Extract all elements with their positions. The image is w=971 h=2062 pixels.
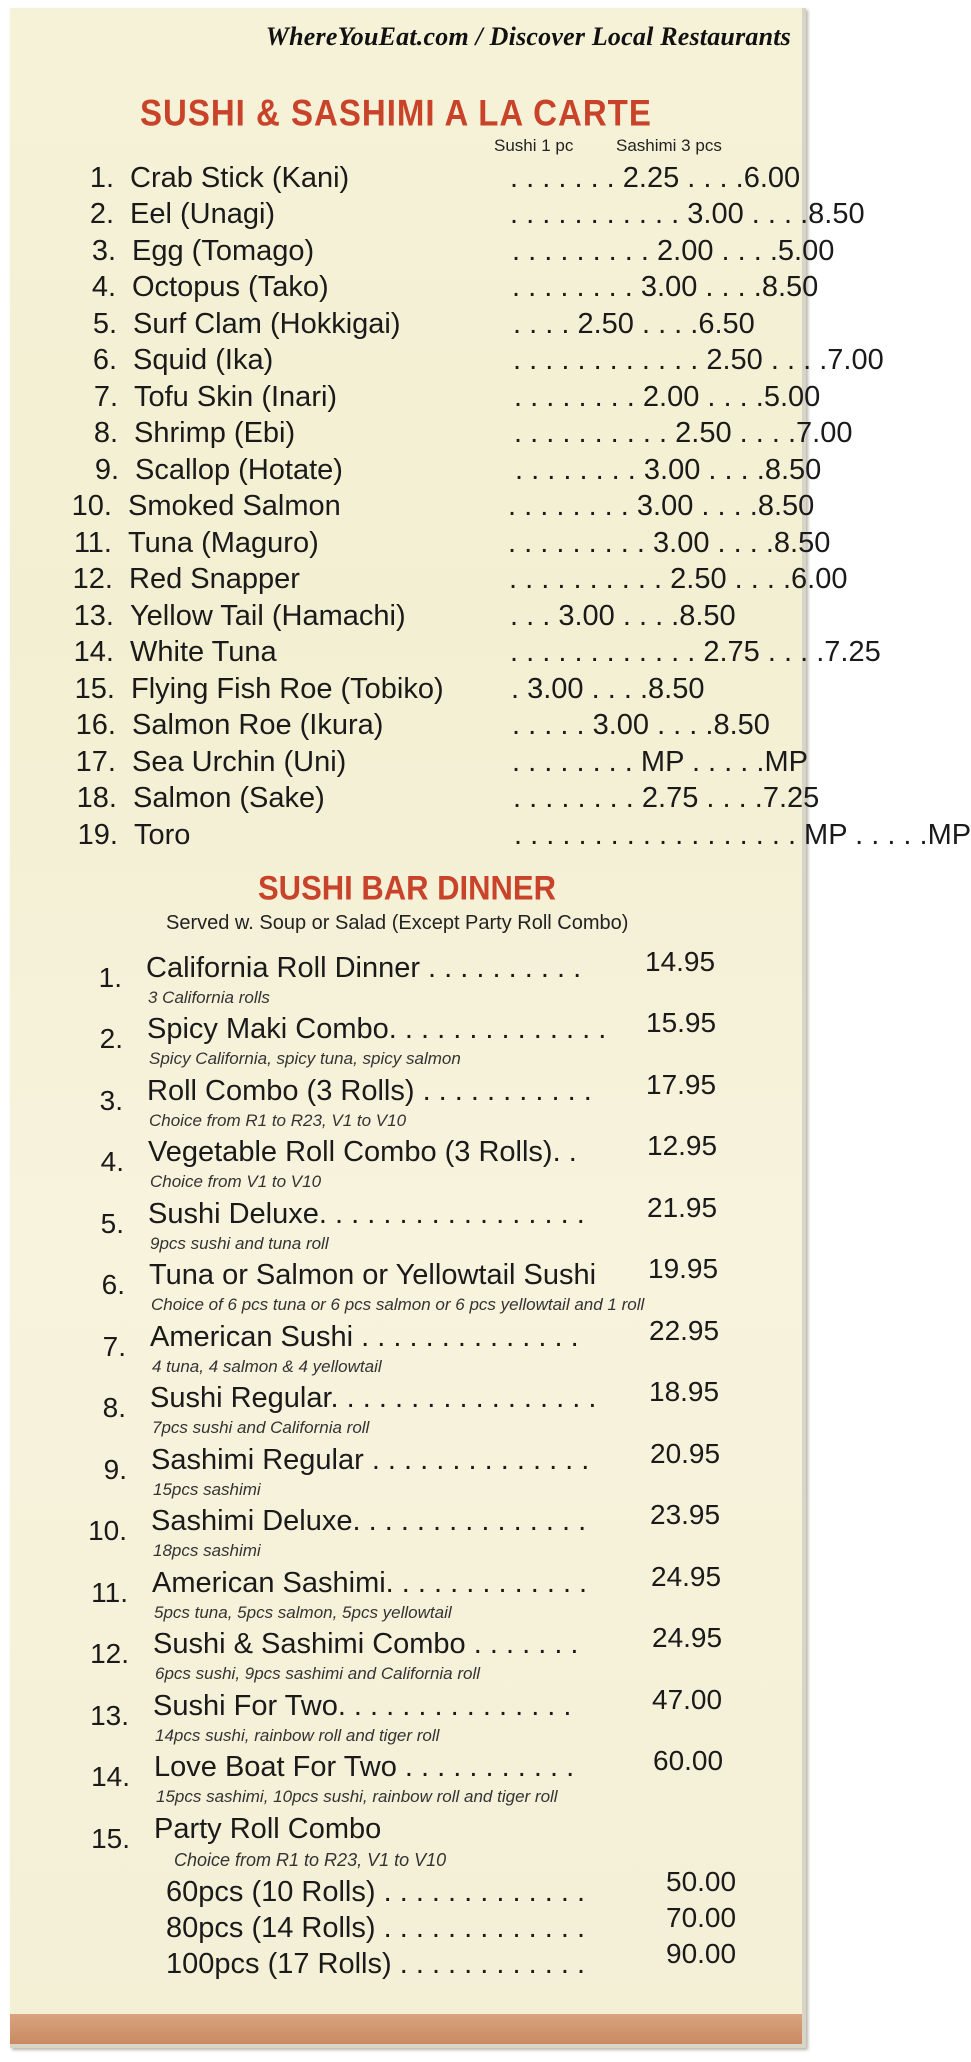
item-number: 11. — [73, 527, 112, 559]
item-number: 4. — [91, 271, 116, 303]
item-description: 15pcs sashimi, 10pcs sushi, rainbow roll and tiger roll — [156, 1787, 558, 1806]
item-price: 22.95 — [649, 1315, 720, 1346]
item-number: 18. — [76, 782, 117, 814]
party-option-price: 70.00 — [666, 1902, 737, 1933]
item-name: Squid (Ika) — [133, 344, 274, 376]
item-number: 12. — [72, 563, 113, 595]
item-number: 15. — [74, 673, 115, 705]
item-name: Tuna (Maguro) — [128, 527, 319, 559]
item-description: 4 tuna, 4 salmon & 4 yellowtail — [152, 1357, 382, 1376]
item-name: Sushi & Sashimi Combo . . . . . . . — [153, 1628, 579, 1660]
item-name: Octopus (Tako) — [132, 271, 329, 303]
item-number: 6. — [101, 1269, 125, 1300]
item-prices: . . . . . . . . 3.00 . . . .8.50 — [508, 490, 815, 522]
item-number: 5. — [92, 308, 117, 340]
item-prices: . . . . 2.50 . . . .6.50 — [513, 308, 755, 340]
item-name: Flying Fish Roe (Tobiko) — [131, 673, 444, 705]
a-la-carte-item — [61, 563, 848, 599]
dinner-item — [77, 1684, 757, 1748]
item-prices: . . . . . . . . . 3.00 . . . .8.50 — [508, 527, 831, 559]
site-header: WhereYouEat.com / Discover Local Restaurants — [265, 22, 791, 51]
dinner-item — [75, 1438, 755, 1502]
item-description: 15pcs sashimi — [153, 1480, 261, 1499]
item-name: White Tuna — [130, 636, 277, 668]
item-price: 17.95 — [646, 1069, 717, 1100]
party-option — [166, 1938, 756, 1984]
item-name: Sashimi Deluxe. . . . . . . . . . . . . . . — [151, 1505, 587, 1537]
item-prices: . . . . . . . . 2.75 . . . .7.25 — [513, 782, 820, 814]
item-name: Love Boat For Two . . . . . . . . . . . — [154, 1751, 575, 1783]
party-option-price: 90.00 — [666, 1938, 737, 1969]
party-option-name: 80pcs (14 Rolls) . . . . . . . . . . . . . — [166, 1912, 586, 1944]
item-prices: . . . . . . . . . . . . . . . . . . MP . . . . .MP — [514, 819, 971, 851]
dinner-item — [70, 946, 750, 1010]
item-name: Tofu Skin (Inari) — [134, 381, 338, 413]
item-number: 3. — [99, 1085, 123, 1116]
item-name: California Roll Dinner . . . . . . . . . . — [146, 952, 582, 984]
item-name: Yellow Tail (Hamachi) — [130, 600, 406, 632]
item-description: Choice of 6 pcs tuna or 6 pcs salmon or 6 pcs yellowtail and 1 roll — [151, 1295, 645, 1314]
item-prices: . . . . . . . 2.25 . . . .6.00 — [510, 162, 801, 194]
party-option-name: 60pcs (10 Rolls) . . . . . . . . . . . . . — [166, 1876, 586, 1908]
party-combo-description: Choice from R1 to R23, V1 to V10 — [174, 1850, 447, 1870]
a-la-carte-item — [66, 819, 971, 855]
a-la-carte-item — [66, 417, 853, 453]
item-name: Eel (Unagi) — [130, 198, 276, 230]
item-name: Sea Urchin (Uni) — [132, 746, 347, 778]
item-number: 5. — [100, 1208, 124, 1239]
item-description: 7pcs sushi and California roll — [152, 1418, 370, 1437]
item-price: 12.95 — [647, 1130, 718, 1161]
item-name: Egg (Tomago) — [132, 235, 315, 267]
item-description: 9pcs sushi and tuna roll — [150, 1234, 329, 1253]
item-price: 24.95 — [652, 1622, 723, 1653]
item-number: 9. — [94, 454, 119, 486]
item-number: 16. — [75, 709, 116, 741]
a-la-carte-item — [60, 490, 815, 526]
item-name: Vegetable Roll Combo (3 Rolls). . — [148, 1136, 577, 1168]
item-price: 24.95 — [651, 1561, 722, 1592]
item-prices: . . . . . . . . . . . . 2.50 . . . .7.00 — [513, 344, 884, 376]
item-price: 21.95 — [647, 1192, 718, 1223]
item-prices: . . . . . . . . . . . 3.00 . . . .8.50 — [510, 198, 865, 230]
item-name: Toro — [134, 819, 191, 851]
item-prices: . . . . . . . . . . . . 2.75 . . . .7.25 — [510, 636, 881, 668]
item-number: 8. — [93, 417, 118, 449]
item-name: Sashimi Regular . . . . . . . . . . . . . . — [151, 1444, 590, 1476]
item-name: Crab Stick (Kani) — [130, 162, 350, 194]
item-name: American Sashimi. . . . . . . . . . . . . — [152, 1567, 588, 1599]
dinner-item — [73, 1253, 753, 1317]
item-number: 6. — [92, 344, 117, 376]
item-name: Roll Combo (3 Rolls) . . . . . . . . . . . — [147, 1075, 592, 1107]
a-la-carte-item — [64, 235, 835, 271]
item-number: 2. — [89, 198, 114, 230]
item-description: 14pcs sushi, rainbow roll and tiger roll — [155, 1726, 440, 1745]
item-number: 7. — [93, 381, 118, 413]
item-description: 3 California rolls — [148, 988, 270, 1007]
item-name: Scallop (Hotate) — [135, 454, 343, 486]
item-description: Spicy California, spicy tuna, spicy salmon — [149, 1049, 461, 1068]
party-option-name: 100pcs (17 Rolls) . . . . . . . . . . . . — [166, 1948, 586, 1980]
item-number: 9. — [103, 1454, 127, 1485]
a-la-carte-item — [66, 381, 821, 417]
item-number: 3. — [91, 235, 116, 267]
item-name: Spicy Maki Combo. . . . . . . . . . . . . . — [147, 1013, 607, 1045]
sushi-column-header: Sushi 1 pc — [494, 136, 574, 155]
item-description: 6pcs sushi, 9pcs sashimi and California roll — [155, 1664, 481, 1683]
item-price: 15.95 — [646, 1007, 717, 1038]
a-la-carte-item — [67, 454, 822, 490]
item-number: 13. — [90, 1700, 129, 1731]
item-number: 7. — [102, 1331, 126, 1362]
item-number: 4. — [100, 1146, 124, 1177]
item-description: Choice from V1 to V10 — [150, 1172, 322, 1191]
item-number: 1. — [98, 962, 122, 993]
sashimi-column-header: Sashimi 3 pcs — [616, 136, 722, 155]
item-name: Salmon Roe (Ikura) — [132, 709, 384, 741]
dinner-title: SUSHI BAR DINNER — [258, 868, 556, 908]
a-la-carte-item — [65, 782, 820, 818]
dinner-item — [72, 1130, 752, 1194]
item-name: Party Roll Combo — [154, 1813, 382, 1845]
dinner-item — [76, 1561, 756, 1625]
item-number: 15. — [91, 1823, 130, 1854]
a-la-carte-item — [63, 673, 743, 709]
item-prices: . . . 3.00 . . . .8.50 — [510, 600, 736, 632]
item-number: 10. — [88, 1515, 127, 1546]
item-name: Tuna or Salmon or Yellowtail Sushi — [149, 1259, 597, 1291]
item-number: 2. — [99, 1023, 123, 1054]
dinner-item — [72, 1192, 752, 1256]
item-number: 14. — [91, 1761, 130, 1792]
item-prices: . . . . . . . . . 2.00 . . . .5.00 — [512, 235, 835, 267]
a-la-carte-item — [62, 636, 881, 672]
item-number: 19. — [77, 819, 118, 851]
dinner-item — [75, 1499, 755, 1563]
party-option-price: 50.00 — [666, 1866, 737, 1897]
item-description: Choice from R1 to R23, V1 to V10 — [149, 1111, 407, 1130]
item-prices: . . . . . . . . 3.00 . . . .8.50 — [512, 271, 819, 303]
dinner-item — [78, 1745, 758, 1809]
a-la-carte-item — [65, 344, 884, 380]
item-name: Red Snapper — [129, 563, 300, 595]
item-price: 20.95 — [650, 1438, 721, 1469]
dinner-item — [77, 1622, 757, 1686]
a-la-carte-item — [64, 709, 770, 745]
item-prices: . . . . . . . . 3.00 . . . .8.50 — [515, 454, 822, 486]
dinner-item — [71, 1069, 751, 1133]
item-price: 14.95 — [645, 946, 716, 977]
item-number: 8. — [102, 1392, 126, 1423]
item-prices: . . . . . . . . 2.00 . . . .5.00 — [514, 381, 821, 413]
item-description: 18pcs sashimi — [153, 1541, 261, 1560]
item-prices: . 3.00 . . . .8.50 — [511, 673, 705, 705]
a-la-carte-item — [62, 162, 801, 198]
a-la-carte-item — [62, 600, 742, 636]
dinner-item — [74, 1315, 754, 1379]
item-name: Sushi Regular. . . . . . . . . . . . . . . . . — [150, 1382, 597, 1414]
dinner-item — [71, 1007, 751, 1071]
item-price: 47.00 — [652, 1684, 723, 1715]
a-la-carte-item — [62, 198, 865, 234]
item-prices: . . . . . . . . . . 2.50 . . . .7.00 — [514, 417, 853, 449]
item-number: 17. — [75, 746, 116, 778]
item-description: 5pcs tuna, 5pcs salmon, 5pcs yellowtail — [154, 1603, 452, 1622]
item-number: 13. — [73, 600, 114, 632]
a-la-carte-item — [64, 271, 819, 307]
item-name: Surf Clam (Hokkigai) — [133, 308, 401, 340]
dinner-subtitle: Served w. Soup or Salad (Except Party Roll Combo) — [166, 912, 629, 934]
footer-band — [10, 2014, 802, 2044]
a-la-carte-item — [60, 527, 831, 563]
item-price: 23.95 — [650, 1499, 721, 1530]
item-name: Sushi For Two. . . . . . . . . . . . . . . — [153, 1690, 572, 1722]
item-number: 12. — [90, 1638, 129, 1669]
a-la-carte-item — [64, 746, 808, 782]
item-name: Smoked Salmon — [128, 490, 341, 522]
a-la-carte-item — [65, 308, 755, 344]
item-number: 11. — [91, 1577, 128, 1608]
item-name: Salmon (Sake) — [133, 782, 325, 814]
item-name: Sushi Deluxe. . . . . . . . . . . . . . . . . — [148, 1198, 585, 1230]
item-price: 19.95 — [648, 1253, 719, 1284]
item-name: American Sushi . . . . . . . . . . . . . . — [150, 1321, 579, 1353]
item-number: 10. — [71, 490, 112, 522]
item-number: 1. — [89, 162, 114, 194]
item-price: 18.95 — [649, 1376, 720, 1407]
item-price: 60.00 — [653, 1745, 724, 1776]
a-la-carte-title: SUSHI & SASHIMI A LA CARTE — [140, 92, 652, 134]
item-prices: . . . . . . . . MP . . . . .MP — [512, 746, 808, 778]
item-name: Shrimp (Ebi) — [134, 417, 296, 449]
item-prices: . . . . . . . . . . 2.50 . . . .6.00 — [509, 563, 848, 595]
dinner-item — [74, 1376, 754, 1440]
item-prices: . . . . . 3.00 . . . .8.50 — [512, 709, 770, 741]
item-number: 14. — [73, 636, 114, 668]
